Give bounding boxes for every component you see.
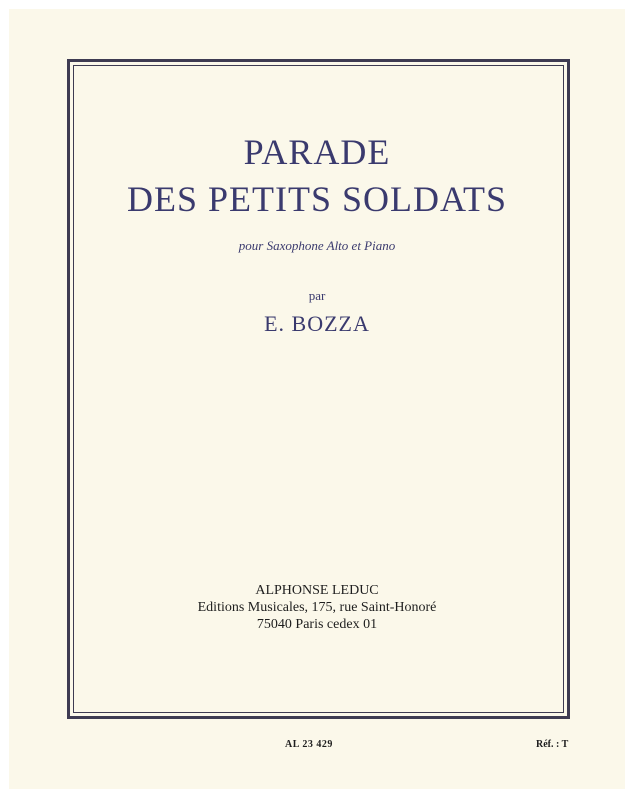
- title-line-1: PARADE: [243, 132, 391, 172]
- by-label: par: [308, 288, 326, 303]
- instrumentation-subtitle: pour Saxophone Alto et Piano: [238, 238, 396, 253]
- publisher-address-line-2: 75040 Paris cedex 01: [256, 617, 378, 632]
- catalog-number: AL 23 429: [285, 739, 333, 750]
- publisher-address-line-1: Editions Musicales, 175, rue Saint-Honoré: [197, 600, 437, 615]
- reference-code: Réf. : T: [536, 739, 569, 750]
- composer-name: E. BOZZA: [264, 311, 370, 336]
- title-line-2: DES PETITS SOLDATS: [126, 179, 508, 219]
- publisher-name: ALPHONSE LEDUC: [255, 583, 379, 598]
- publisher-block: [0, 582, 634, 633]
